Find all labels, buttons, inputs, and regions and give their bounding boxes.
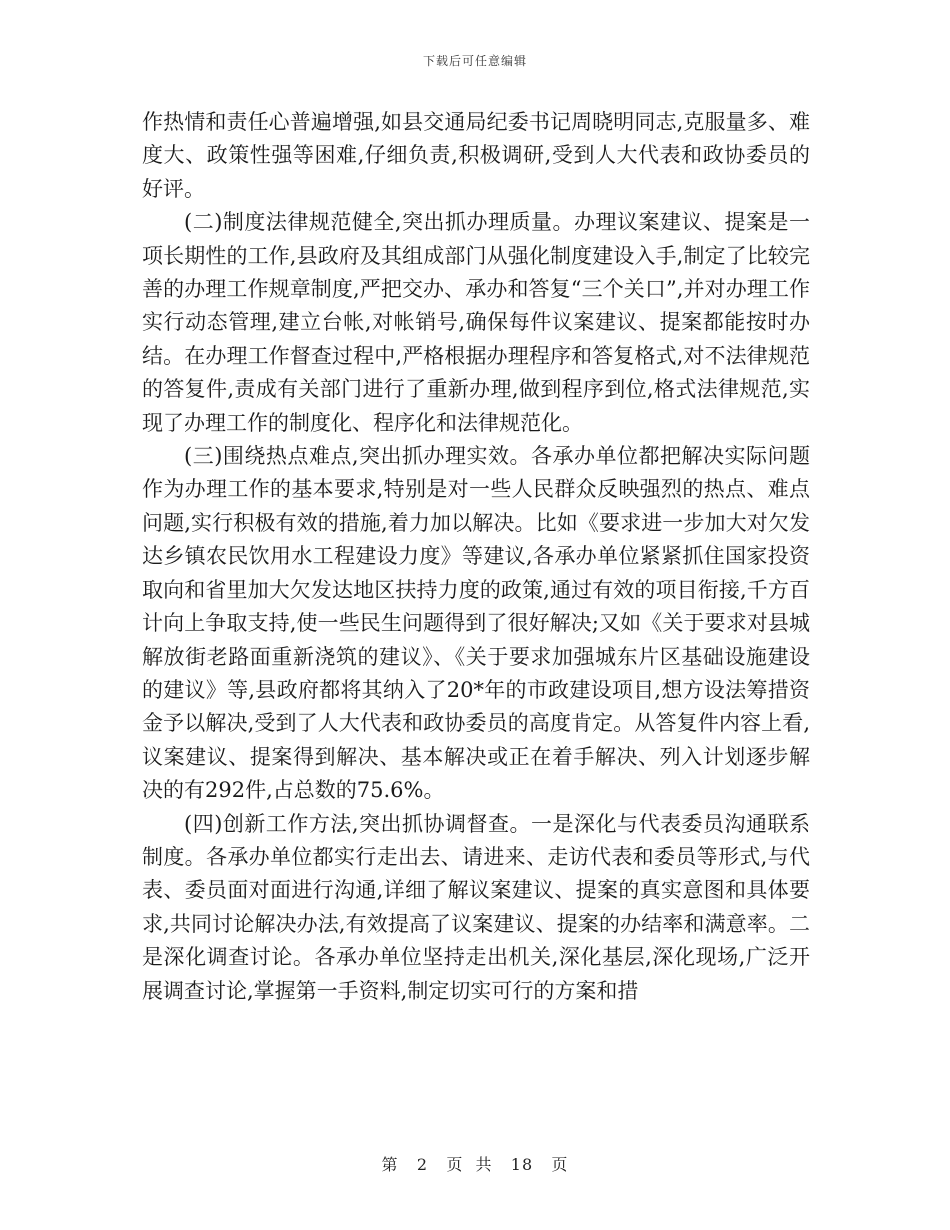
- page-footer: [0, 1152, 950, 1175]
- page-number-total: 18: [510, 1155, 534, 1174]
- paragraph-4: (四)创新工作方法,突出抓协调督查。一是深化与代表委员沟通联系制度。各承办单位都实行走出去、请进来、走访代表和委员等形式,与代表、委员面对面进行沟通,详细了解议案建议、提案的真实意图和具体要求,共同讨论解决办法,有效提高了议案建议、提案的办结率和满意率。二是深化调查讨论。各承办单位坚持走出机关,深化基层,深化现场,广泛开展调查讨论,掌握第一手资料,制定切实可行的方案和措: [142, 811, 810, 1003]
- page-header: [0, 52, 950, 69]
- document-body: [142, 106, 810, 1008]
- page-label-suffix: 页: [551, 1155, 569, 1174]
- paragraph-2: (二)制度法律规范健全,突出抓办理质量。办理议案建议、提案是一项长期性的工作,县政府及其组成部门从强化制度建设入手,制定了比较完善的办理工作规章制度,严把交办、承办和答复“三个关口”,并对办理工作实行动态管理,建立台帐,对帐销号,确保每件议案建议、提案都能按时办结。在办理工作督查过程中,严格根据办理程序和答复格式,对不法律规范的答复件,责成有关部门进行了重新办理,做到程序到位,格式法律规范,实现了办理工作的制度化、程序化和法律规范化。: [142, 210, 810, 435]
- paragraph-1: 作热情和责任心普遍增强,如县交通局纪委书记周晓明同志,克服量多、难度大、政策性强等困难,仔细负责,积极调研,受到人大代表和政协委员的好评。: [142, 110, 810, 201]
- paragraph-3: (三)围绕热点难点,突出抓办理实效。各承办单位都把解决实际问题作为办理工作的基本要求,特别是对一些人民群众反映强烈的热点、难点问题,实行积极有效的措施,着力加以解决。比如《要求进一步加大对欠发达乡镇农民饮用水工程建设力度》等建议,各承办单位紧紧抓住国家投资取向和省里加大欠发达地区扶持力度的政策,通过有效的项目衔接,千方百计向上争取支持,使一些民生问题得到了很好解决;又如《关于要求对县城解放街老路面重新浇筑的建议》、《关于要求加强城东片区基础设施建设的建议》等,县政府都将其纳入了20*年的市政建设项目,想方设法筹措资金予以解决,受到了人大代表和政协委员的高度肯定。从答复件内容上看,议案建议、提案得到解决、基本解决或正在着手解决、列入计划逐步解决的有292件,占总数的75.6%。: [142, 444, 810, 803]
- header-text: 下载后可任意编辑: [422, 54, 527, 68]
- page-label-mid: 页 共: [446, 1155, 493, 1174]
- page-label-prefix: 第: [381, 1155, 399, 1174]
- page-number-current: 2: [416, 1155, 429, 1174]
